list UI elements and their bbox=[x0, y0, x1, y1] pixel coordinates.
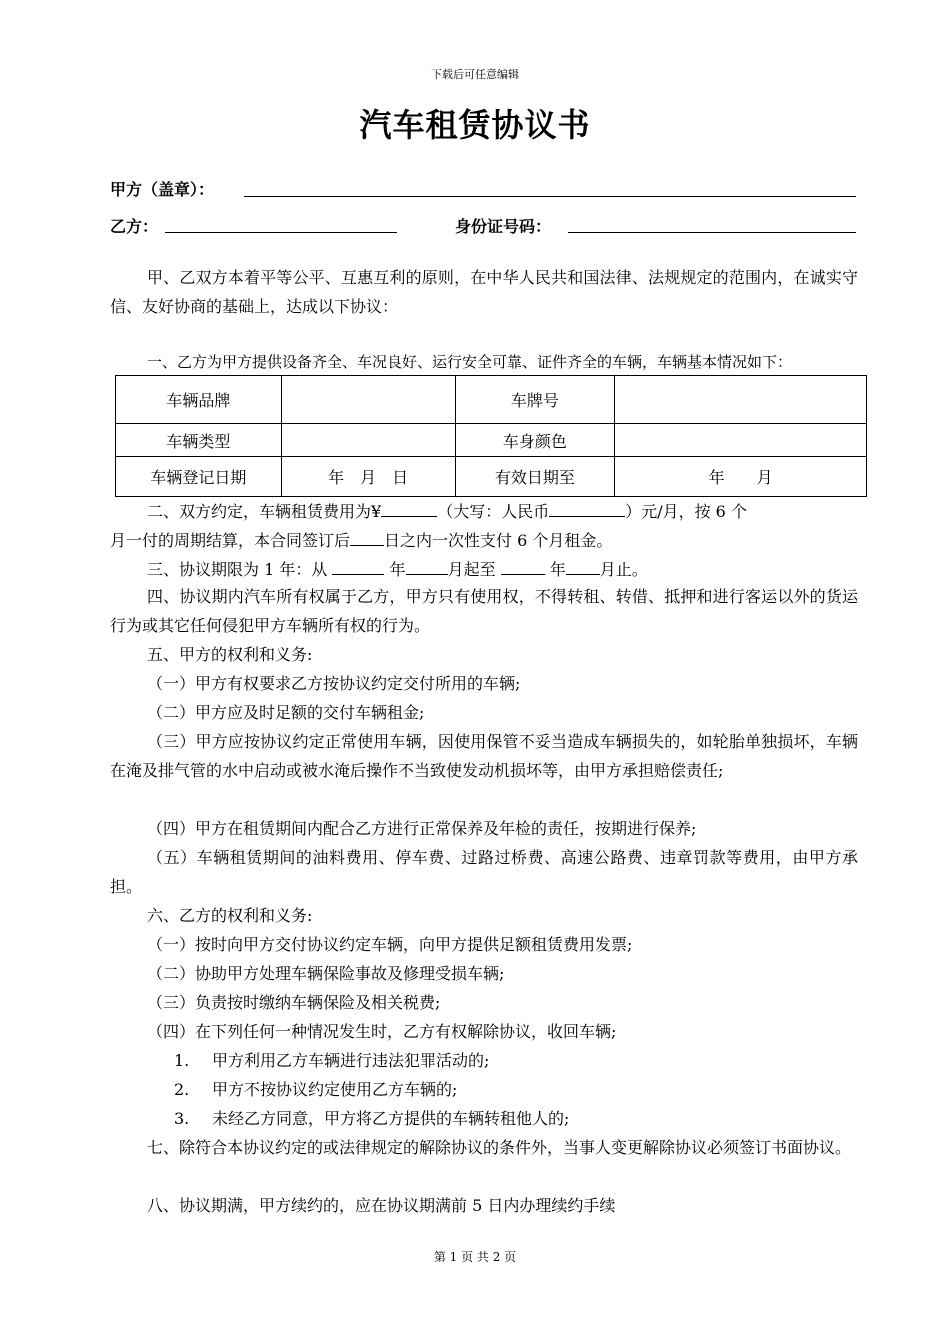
reg-date-value[interactable]: 年 月 日 bbox=[281, 457, 455, 497]
brand-value-cell[interactable] bbox=[281, 376, 455, 424]
party-b-field[interactable] bbox=[165, 232, 397, 233]
id-number-label: 身份证号码： bbox=[455, 217, 552, 236]
payment-days-blank[interactable] bbox=[350, 529, 384, 546]
rent-amount-words-blank[interactable] bbox=[549, 500, 625, 517]
clause-5-item-3: （三）甲方应按协议约定正常使用车辆，因使用保管不妥当造成车辆损失的，如轮胎单独损坏，车辆在淹及排气管的水中启动或被水淹后操作不当致使发动机损坏等，由甲方承担赔偿责任; bbox=[110, 732, 858, 780]
clause-6-item-2: （二）协助甲方处理车辆保险事故及修理受损车辆; bbox=[147, 964, 505, 983]
color-value-cell[interactable] bbox=[615, 424, 867, 457]
valid-value[interactable]: 年 月 bbox=[615, 457, 867, 497]
clause-1: 一、乙方为甲方提供设备齐全、车况良好、运行安全可靠、证件齐全的车辆，车辆基本情况如下： bbox=[147, 353, 793, 371]
start-year-blank[interactable] bbox=[332, 558, 384, 575]
party-a-field[interactable] bbox=[244, 196, 856, 197]
plate-value-cell[interactable] bbox=[615, 376, 867, 424]
plate-label: 车牌号 bbox=[455, 376, 615, 424]
reg-date-label: 车辆登记日期 bbox=[116, 457, 282, 497]
clause-2-text-d: 月一付的周期结算，本合同签订后 bbox=[110, 531, 351, 550]
clause-5-item-4: （四）甲方在租赁期间内配合乙方进行正常保养及年检的责任，按期进行保养; bbox=[147, 819, 697, 838]
vehicle-table bbox=[115, 375, 867, 497]
clause-5-item-5: （五）车辆租赁期间的油料费用、停车费、过路过桥费、高速公路费、违章罚款等费用，由甲方承担。 bbox=[110, 848, 858, 896]
clause-2-text-a: 二、双方约定，车辆租赁费用为¥ bbox=[147, 502, 382, 521]
clause-5-heading: 五、甲方的权利和义务: bbox=[147, 645, 313, 664]
sub-3-num: 3. bbox=[174, 1109, 190, 1128]
clause-7: 七、除符合本协议约定的或法律规定的解除协议的条件外，当事人变更解除协议必须签订书面协议。 bbox=[147, 1138, 852, 1157]
clause-3-text-e: 月止。 bbox=[599, 560, 648, 579]
rent-amount-blank[interactable] bbox=[381, 500, 437, 517]
clause-6-item-4: （四）在下列任何一种情况发生时，乙方有权解除协议，收回车辆; bbox=[147, 1022, 617, 1041]
clause-5-item-2: （二）甲方应及时足额的交付车辆租金; bbox=[147, 703, 425, 722]
sub-3-text: 未经乙方同意，甲方将乙方提供的车辆转租他人的; bbox=[212, 1109, 570, 1128]
header-note: 下载后可任意编辑 bbox=[431, 68, 519, 81]
sub-1-text: 甲方利用乙方车辆进行违法犯罪活动的; bbox=[212, 1051, 490, 1070]
clause-3-text-a: 三、协议期限为 1 年：从 bbox=[147, 560, 328, 579]
clause-6-sub-2 bbox=[174, 1075, 922, 1104]
type-label: 车辆类型 bbox=[116, 424, 282, 457]
sub-2-text: 甲方不按协议约定使用乙方车辆的; bbox=[212, 1080, 458, 1099]
sub-2-num: 2. bbox=[174, 1080, 190, 1099]
intro-paragraph: 甲、乙双方本着平等公平、互惠互利的原则，在中华人民共和国法律、法规规定的范围内，在诚实守信、友好协商的基础上，达成以下协议： bbox=[110, 268, 858, 316]
valid-label: 有效日期至 bbox=[455, 457, 615, 497]
clause-6-item-1: （一）按时向甲方交付协议约定车辆，向甲方提供足额租赁费用发票; bbox=[147, 935, 633, 954]
party-b-label: 乙方： bbox=[110, 217, 159, 236]
clause-3-text-d: 年 bbox=[549, 560, 566, 579]
clause-2-text-e: 日之内一次性支付 6 个月租金。 bbox=[384, 531, 613, 550]
page-footer: 第 1 页 共 2 页 bbox=[433, 1250, 517, 1264]
sub-1-num: 1. bbox=[174, 1051, 190, 1070]
clause-3 bbox=[147, 555, 895, 584]
clause-6-heading: 六、乙方的权利和义务: bbox=[147, 906, 313, 925]
clause-2-line-2 bbox=[110, 526, 858, 555]
clause-3-text-b: 年 bbox=[389, 560, 406, 579]
end-year-blank[interactable] bbox=[501, 558, 545, 575]
clause-6-item-3: （三）负责按时缴纳车辆保险及相关税费; bbox=[147, 993, 441, 1012]
type-value-cell[interactable] bbox=[281, 424, 455, 457]
party-a-label: 甲方（盖章）： bbox=[110, 180, 215, 199]
clause-6-sub-3 bbox=[174, 1104, 922, 1133]
clause-5-item-1: （一）甲方有权要求乙方按协议约定交付所用的车辆; bbox=[147, 674, 521, 693]
page-title: 汽车租赁协议书 bbox=[359, 106, 591, 144]
clause-2-text-b: （大写：人民币 bbox=[437, 502, 550, 521]
brand-label: 车辆品牌 bbox=[116, 376, 282, 424]
end-month-blank[interactable] bbox=[566, 558, 600, 575]
clause-6-sub-1 bbox=[174, 1046, 922, 1075]
id-number-field[interactable] bbox=[568, 232, 856, 233]
clause-8: 八、协议期满，甲方续约的，应在协议期满前 5 日内办理续约手续 bbox=[147, 1196, 616, 1215]
clause-3-text-c: 月起至 bbox=[447, 560, 496, 579]
clause-4: 四、协议期内汽车所有权属于乙方，甲方只有使用权，不得转租、转借、抵押和进行客运以外的货运行为或其它任何侵犯甲方车辆所有权的行为。 bbox=[110, 587, 858, 635]
start-month-blank[interactable] bbox=[406, 558, 448, 575]
color-label: 车身颜色 bbox=[455, 424, 615, 457]
clause-2-line-1 bbox=[147, 497, 895, 526]
clause-2-text-c: ）元/月，按 6 个 bbox=[625, 502, 747, 521]
